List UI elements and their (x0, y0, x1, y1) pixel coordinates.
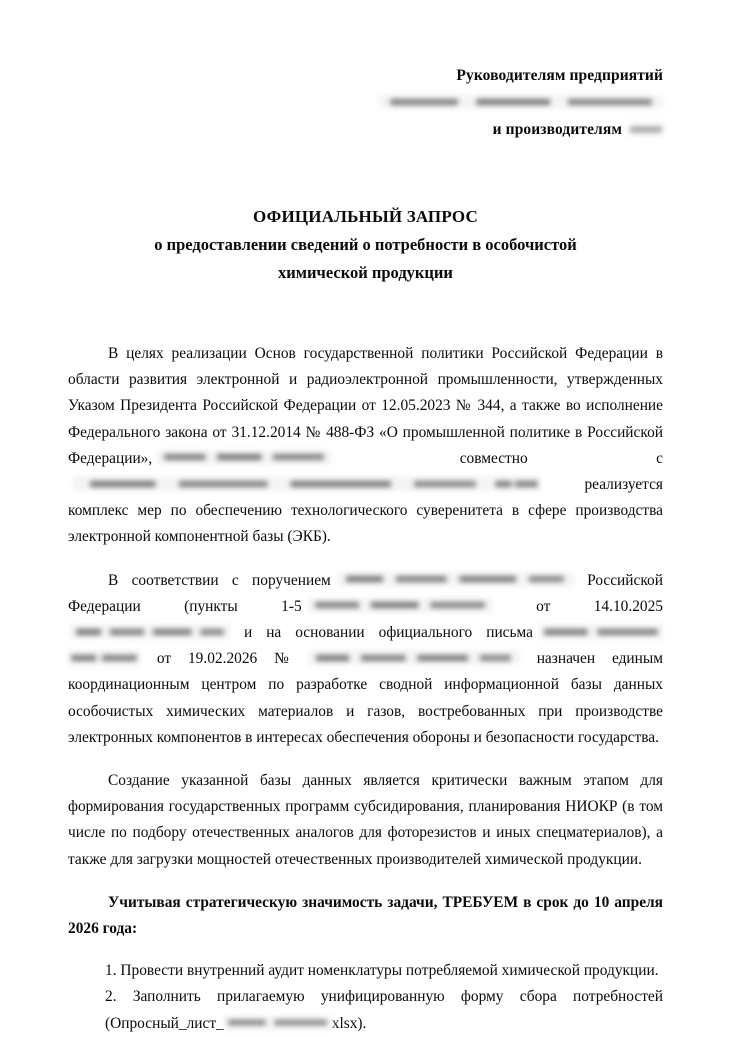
document-subtitle-line-1: о предоставлении сведений о потребности в особочистой (154, 235, 577, 254)
paragraph-assignment (68, 568, 663, 751)
redaction-council-name-1 (337, 572, 574, 587)
paragraph-2-text-d: и на основании официального письма (243, 624, 533, 642)
redaction-addressee-suffix (629, 123, 663, 136)
document-title: ОФИЦИАЛЬНЫЙ ЗАПРОС (253, 207, 478, 226)
addressee-block (68, 62, 663, 143)
redaction-protocol-number (308, 598, 493, 613)
paragraph-2-text-a: В соответствии с поручением (108, 571, 331, 589)
task-2-text-before: Заполнить прилагаемую унифицированную форму сбора потребностей (Опросный_лист_ (105, 988, 663, 1032)
redaction-ministry-name-1 (157, 450, 331, 465)
document-title-block (68, 203, 663, 287)
redaction-letter-author-1 (539, 624, 663, 639)
redaction-attachment-filename (224, 1016, 332, 1030)
task-2-number: 2. (105, 988, 117, 1006)
paragraph-1-text-b: совместно с (459, 449, 663, 467)
paragraph-2-text-e: от 19.02.2026 № (156, 650, 302, 668)
paragraph-policy-basis (68, 341, 663, 551)
addressee-line-3 (68, 116, 663, 143)
redaction-ministry-name-3 (493, 476, 540, 491)
task-1-text: Провести внутренний аудит номенклатуры потребляемой химической продукции. (120, 962, 659, 980)
task-2-text-after: xlsx). (331, 1014, 367, 1032)
redaction-letter-number (308, 650, 520, 665)
redaction-ministry-name-2 (73, 476, 493, 491)
redaction-protocol-suffix (70, 624, 230, 639)
paragraph-1-text-c: реализуется комплекс мер по обеспечению технологического суверенитета в сфере производства электронной компонентной базы (ЭКБ). (68, 476, 663, 546)
paragraph-2-text-c: от 14.10.2025 (536, 597, 663, 615)
task-1-number: 1. (105, 962, 117, 980)
addressee-line-3-label: и производителям (492, 121, 622, 138)
addressee-line-2-redacted (68, 89, 663, 116)
paragraph-2-text-f: назначен единым координационным центром по разработке сводной информационной базы данных особочистых химических материалов и газов, востребованных при производстве электронных компонентов в интересах обеспечения обороны и безопасности государства. (68, 650, 663, 746)
document-body (68, 341, 663, 1037)
redaction-addressee-org (379, 95, 663, 109)
paragraph-2-text-b: Российской Федерации (пункты 1-5 (68, 571, 663, 615)
paragraph-requirement: Учитывая стратегическую значимость задачи, ТРЕБУЕМ в срок до 10 апреля 2026 года: (68, 893, 663, 938)
task-list (68, 958, 663, 1037)
paragraph-rationale: Создание указанной базы данных является критически важным этапом для формирования государственных программ субсидирования, планирования НИОКР (в том числе по подбору отечественных аналогов для фоторезистов и иных спецматериалов), а также для загрузки мощностей отечественных производителей химической продукции. (68, 772, 663, 868)
redaction-letter-author-2 (68, 650, 140, 665)
task-item-1 (105, 958, 663, 984)
document-subtitle-line-2: химической продукции (278, 263, 453, 282)
addressee-line-1: Руководителям предприятий (456, 67, 663, 84)
task-item-2 (105, 984, 663, 1036)
paragraph-1-text-a: В целях реализации Основ государственной политики Российской Федерации в области развития электронной и радиоэлектронной промышленности, утвержденных Указом Президента Российской Федерации от 12.05.2023 № 344, а также во исполнение Федерального закона от 31.12.2014 № 488-ФЗ «О промышленной политике в Российской Федерации», (68, 345, 663, 467)
